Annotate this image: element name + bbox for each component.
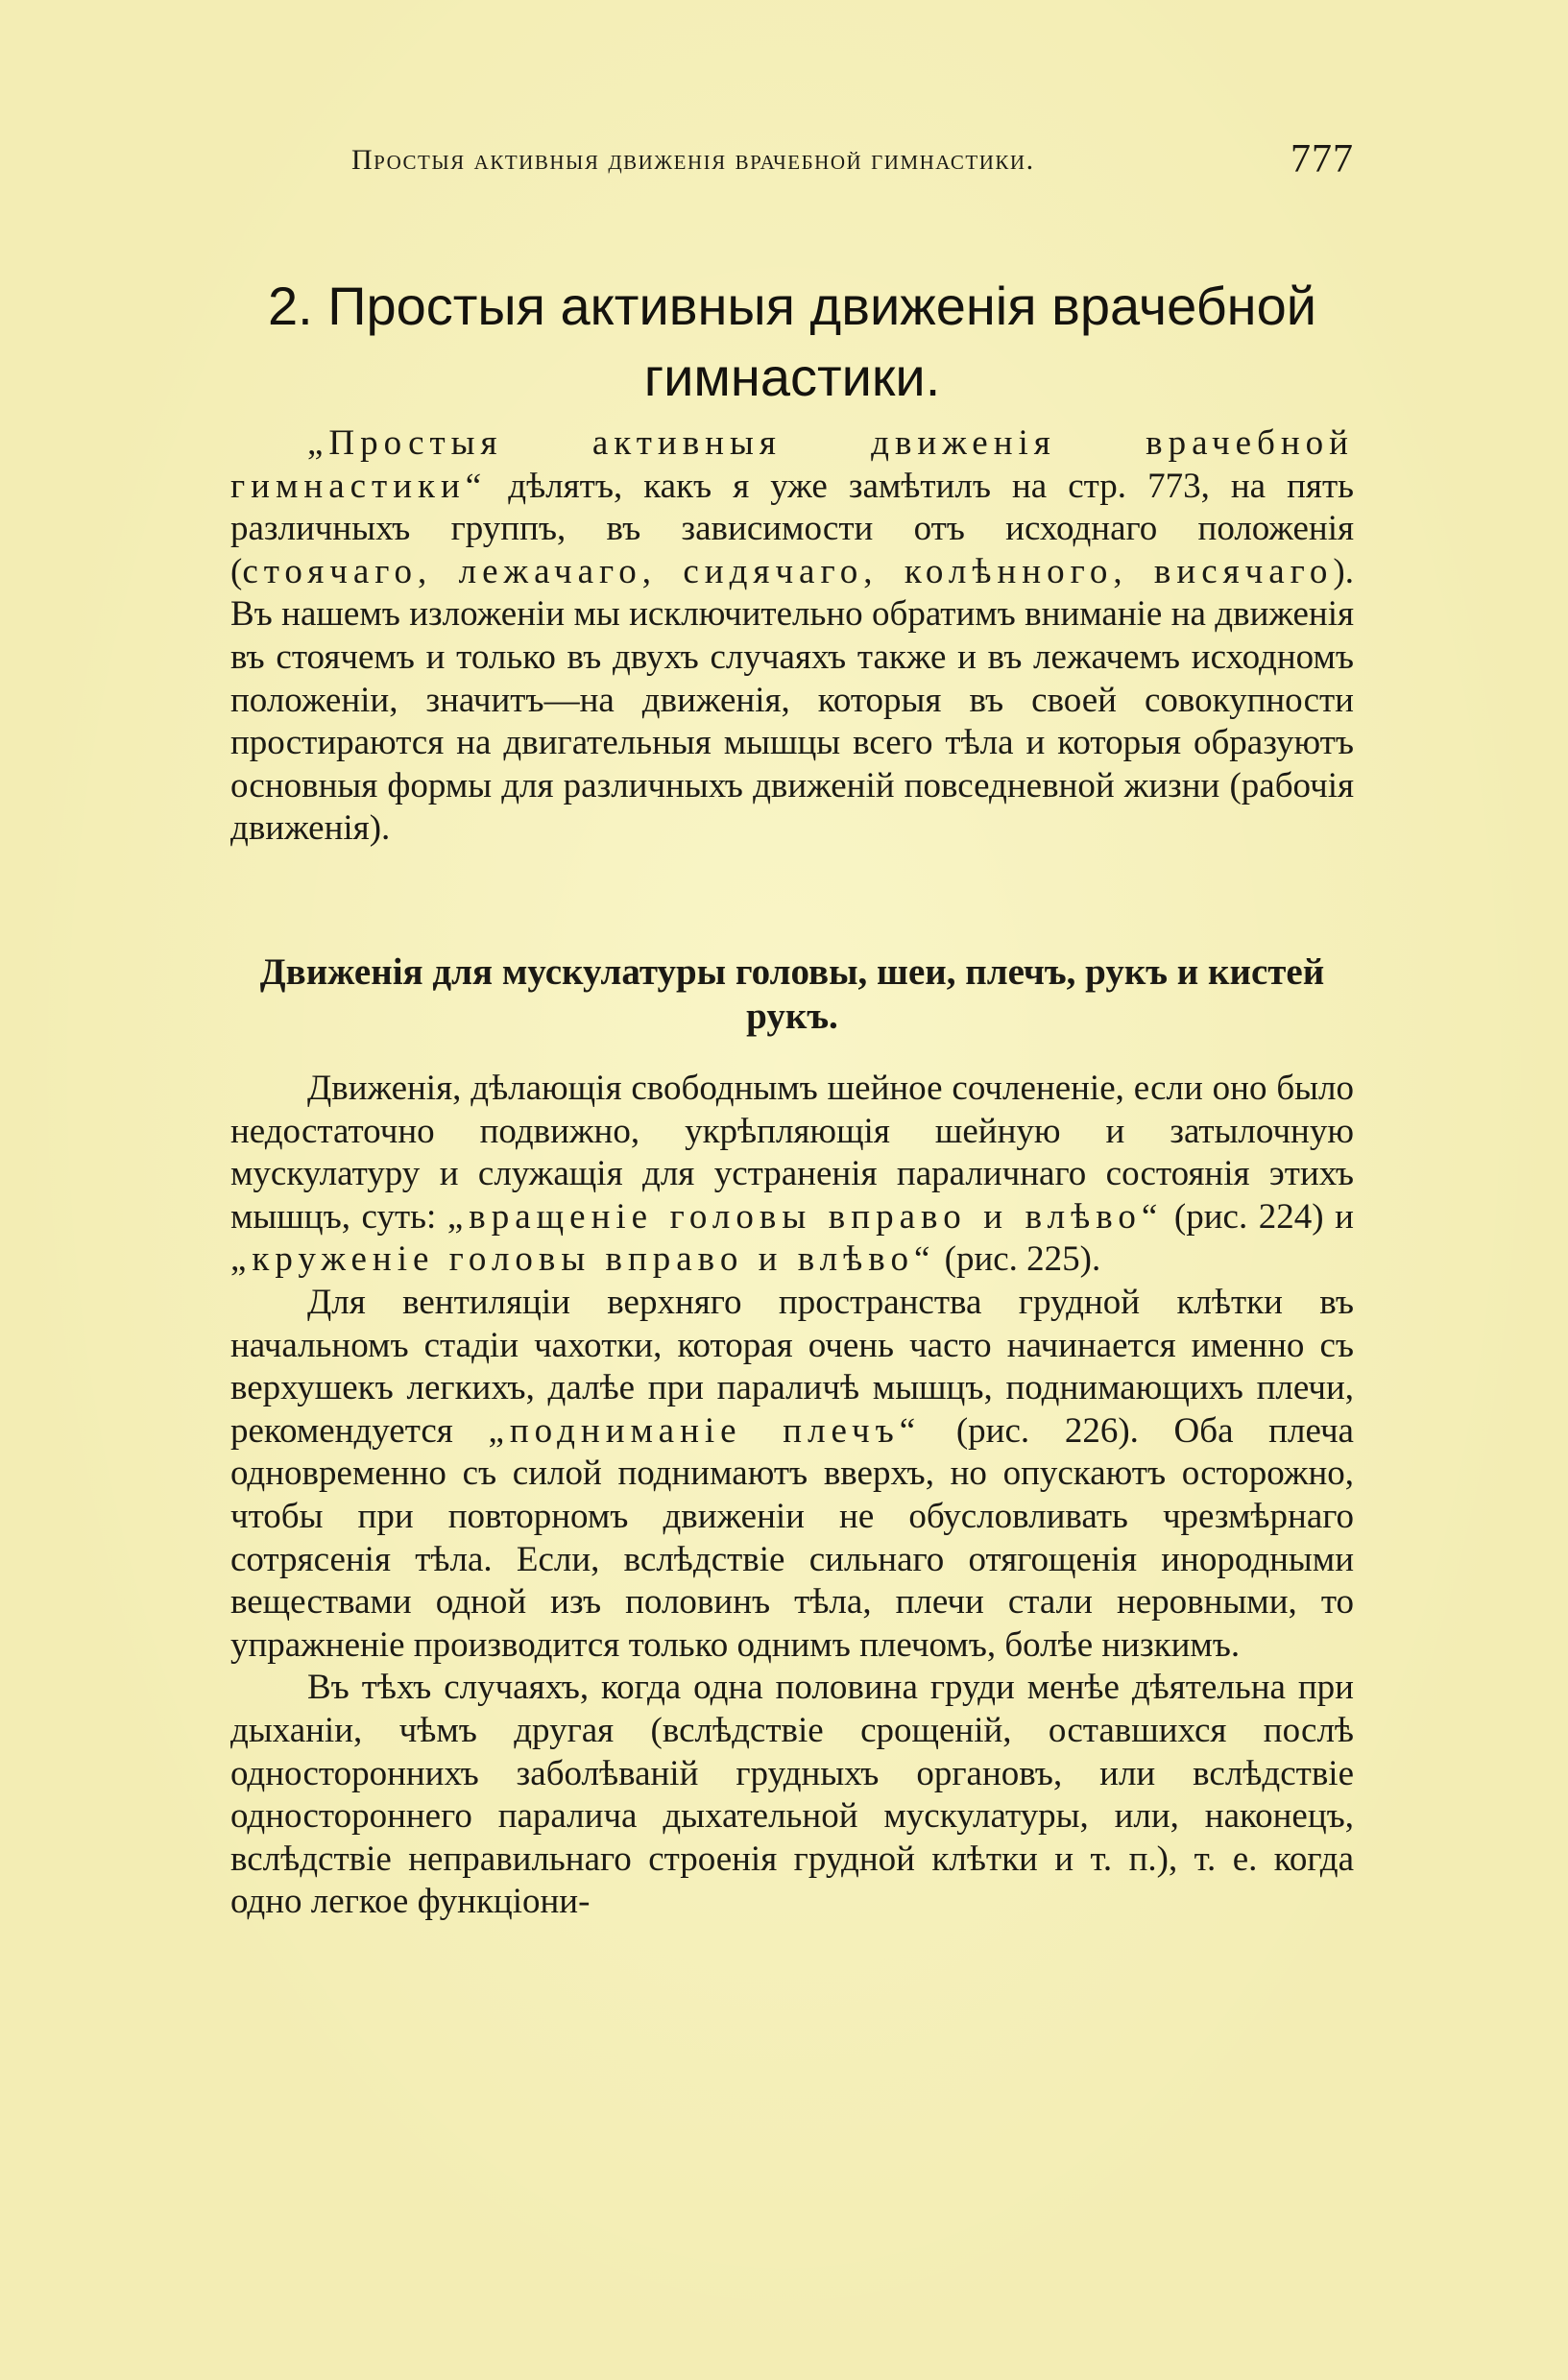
running-head-title: Простыя активныя движенія врачебной гимнастики. (351, 144, 1035, 176)
p1-term-2: „круженіе головы вправо и влѣво“ (230, 1239, 936, 1280)
p1-text-1: Движенія, дѣлающія свободнымъ шейное сочлененіе, если оно было недостаточно подвижно, укрѣпляющія шейную и затылочную мускулатуру и служащія для устраненія параличнаго состоянія этихъ мышцъ, суть: (230, 1069, 1354, 1237)
p1-text-2: (рис. 224) и (1163, 1196, 1354, 1237)
p2-text-2: (рис. 226). Оба плеча одновременно съ силой поднимаютъ вверхъ, но опускаютъ осторожно, чтобы при повторномъ движеніи не обусловливать чрезмѣрнаго сотрясенія тѣла. Если, вслѣдствіе сильнаго отягощенія инородными веществами одной изъ половинъ тѣла, плечи стали неровными, то упражненіе производится только однимъ плечомъ, болѣе низкимъ. (230, 1410, 1354, 1665)
intro-text-1: дѣлятъ, какъ я уже замѣтилъ на стр. 773, на пять различныхъ группъ, въ зависимости отъ исходнаго положенія ( (230, 466, 1354, 591)
p1-term-1: „вращеніе головы вправо и влѣво“ (446, 1196, 1164, 1237)
p2-text-1: Для вентиляціи верхняго пространства грудной клѣтки въ начальномъ стадіи чахотки, которая очень часто начинается именно съ верхушекъ легкихъ, далѣе при параличѣ мышцъ, поднимающихъ плечи, рекомендуется (230, 1282, 1354, 1451)
paragraph-shoulder-raising (230, 1282, 1354, 1667)
intro-paragraph-block (230, 422, 1354, 851)
p2-term-1: „подниманіе плечъ“ (488, 1410, 922, 1451)
page-number: 777 (1291, 137, 1354, 181)
intro-term: „Простыя активныя движенія врачебной гимнастики“ (230, 423, 1354, 506)
running-head (351, 136, 1354, 184)
p3-text-1: Въ тѣхъ случаяхъ, когда одна половина груди менѣе дѣятельна при дыханіи, чѣмъ другая (вслѣдствіе срощеній, оставшихся послѣ одностороннихъ заболѣваній грудныхъ органовъ, или вслѣдствіе одностороннего паралича дыхательной мускулатуры, или, наконецъ, вслѣдствіе неправильнаго строенія грудной клѣтки и т. п.), т. е. когда одно легкое функціони- (230, 1668, 1354, 1922)
chapter-title: 2. Простыя активныя движенія врачебной гимнастики. (267, 276, 1317, 407)
intro-positions: стоячаго, лежачаго, сидячаго, колѣнного, висячаго (242, 551, 1334, 591)
intro-paragraph (230, 422, 1354, 851)
paragraph-chest-asymmetry (230, 1667, 1354, 1924)
body-text-block (230, 1068, 1354, 1924)
section-heading: Движенія для мускулатуры головы, шеи, плечъ, рукъ и кистей рукъ. (259, 951, 1325, 1037)
paragraph-head-rotation (230, 1068, 1354, 1282)
intro-text-2: ). Въ нашемъ изложеніи мы исключительно обратимъ вниманіе на движенія въ стоячемъ и только въ двухъ случаяхъ также и въ лежачемъ исходномъ положеніи, значитъ—на движенія, которыя въ своей совокупности простираются на двигательныя мышцы всего тѣла и которыя образуютъ основныя формы для различныхъ движеній повседневной жизни (рабочія движенія). (230, 551, 1354, 849)
p1-text-3: (рис. 225). (935, 1239, 1101, 1280)
